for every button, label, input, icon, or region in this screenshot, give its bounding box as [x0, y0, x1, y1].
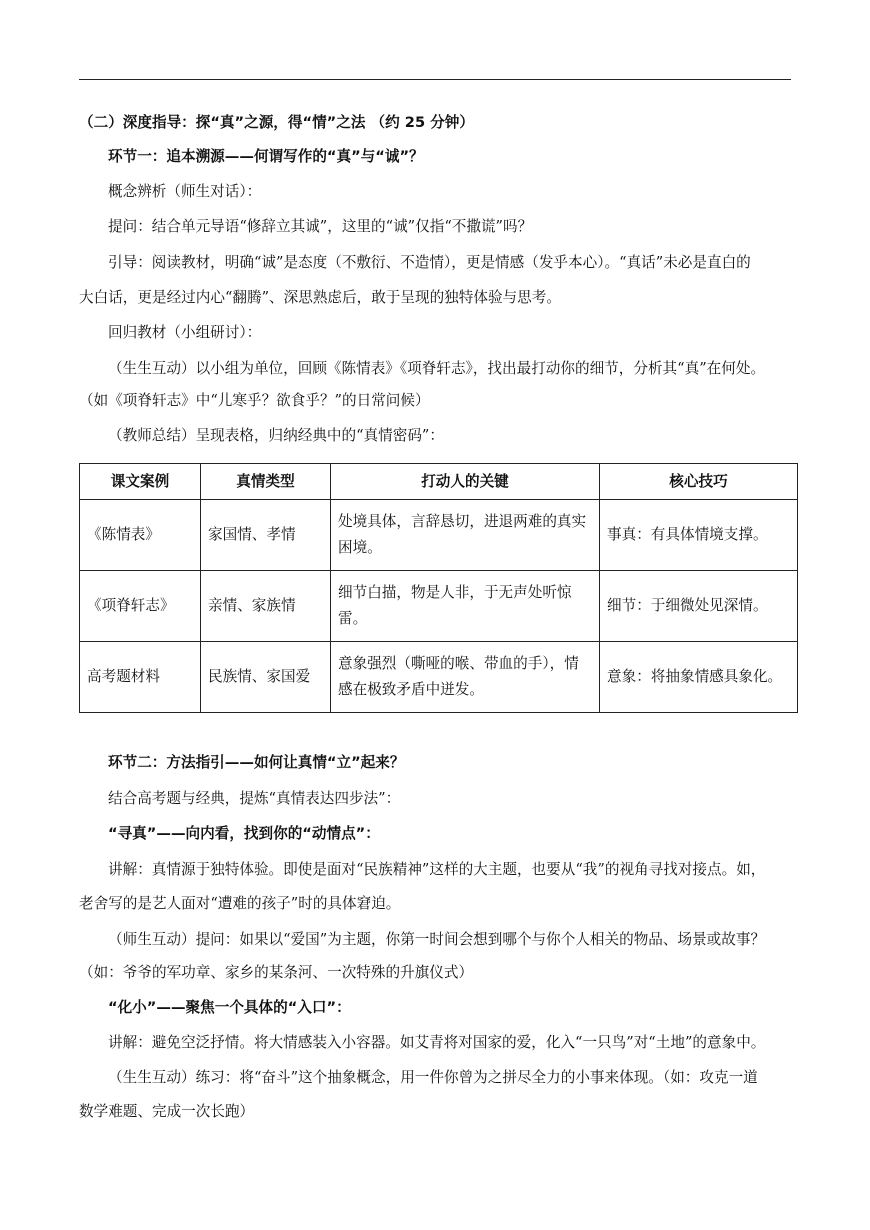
table-header: 真情类型	[201, 464, 331, 500]
summary-text: （教师总结）呈现表格，归纳经典中的“真情密码”：	[108, 427, 444, 444]
table-cell: 意象：将抽象情感具象化。	[600, 642, 798, 713]
return-label: 回归教材（小组研讨）：	[108, 324, 262, 341]
group-line-2: （如《项脊轩志》中“儿寒乎？欲食乎？”的日常问候）	[79, 392, 430, 409]
table-header: 打动人的关键	[331, 464, 600, 500]
guide-line-2: 大白话，更是经过内心“翻腾”、深思熟虑后，敢于呈现的独特体验与思考。	[79, 289, 561, 306]
method1-question-line-1: （师生互动）提问：如果以“爱国”为主题，你第一时间会想到哪个与你个人相关的物品、场景或故事？	[108, 931, 766, 948]
concept-label: 概念辨析（师生对话）：	[108, 183, 262, 200]
group-line-1: （生生互动）以小组为单位，回顾《陈情表》《项脊轩志》，找出最打动你的细节，分析其“真”在何处。	[108, 360, 766, 377]
step2-intro: 结合高考题与经典，提炼“真情表达四步法”：	[108, 790, 401, 807]
header-rule	[79, 79, 791, 80]
table-cell: 《项脊轩志》	[80, 571, 201, 642]
guide-line-1: 引导：阅读教材，明确“诚”是态度（不敷衍、不造情），更是情感（发乎本心）。“真话”未必是直白的	[108, 254, 751, 271]
table-row	[80, 642, 798, 713]
step2-title: 环节二：方法指引——如何让真情“立”起来？	[108, 754, 405, 771]
method2-title: “化小”——聚焦一个具体的“入口”：	[108, 999, 351, 1016]
method1-question-line-2: （如：爷爷的军功章、家乡的某条河、一次特殊的升旗仪式）	[79, 964, 474, 981]
method1-line-2: 老舍写的是艺人面对“遭难的孩子”时的具体窘迫。	[79, 895, 401, 912]
true-feeling-table	[79, 463, 798, 713]
method1-title: “寻真”——向内看，找到你的“动情点”：	[108, 825, 380, 842]
table-cell: 意象强烈（嘶哑的喉、带血的手），情感在极致矛盾中迸发。	[331, 642, 600, 713]
table-cell: 高考题材料	[80, 642, 201, 713]
step1-title: 环节一：追本溯源——何谓写作的“真”与“诚”？	[108, 148, 424, 165]
table-cell: 家国情、孝情	[201, 500, 331, 571]
question-text: 提问：结合单元导语“修辞立其诚”，这里的“诚”仅指“不撒谎”吗？	[108, 218, 533, 235]
method1-line-1: 讲解：真情源于独特体验。即使是面对“民族精神”这样的大主题，也要从“我”的视角寻找对接点。如，	[108, 861, 766, 878]
table-row	[80, 571, 798, 642]
method2-line-1: 讲解：避免空泛抒情。将大情感装入小容器。如艾青将对国家的爱，化入“一只鸟”对“土地”的意象中。	[108, 1034, 766, 1051]
table-cell: 《陈情表》	[80, 500, 201, 571]
section-title: （二）深度指导：探“真”之源，得“情”之法 （约 25 分钟）	[79, 114, 474, 131]
table-cell: 亲情、家族情	[201, 571, 331, 642]
table-cell: 处境具体，言辞恳切，进退两难的真实困境。	[331, 500, 600, 571]
table-cell: 民族情、家国爱	[201, 642, 331, 713]
table-header: 课文案例	[80, 464, 201, 500]
table-cell: 细节：于细微处见深情。	[600, 571, 798, 642]
table-row	[80, 500, 798, 571]
table-header: 核心技巧	[600, 464, 798, 500]
table-cell: 事真：有具体情境支撑。	[600, 500, 798, 571]
table-header-row	[80, 464, 798, 500]
table-cell: 细节白描，物是人非，于无声处听惊雷。	[331, 571, 600, 642]
method2-exercise-line-2: 数学难题、完成一次长跑）	[79, 1103, 255, 1120]
method2-exercise-line-1: （生生互动）练习：将“奋斗”这个抽象概念，用一件你曾为之拼尽全力的小事来体现。（如：攻克一道	[108, 1069, 758, 1086]
